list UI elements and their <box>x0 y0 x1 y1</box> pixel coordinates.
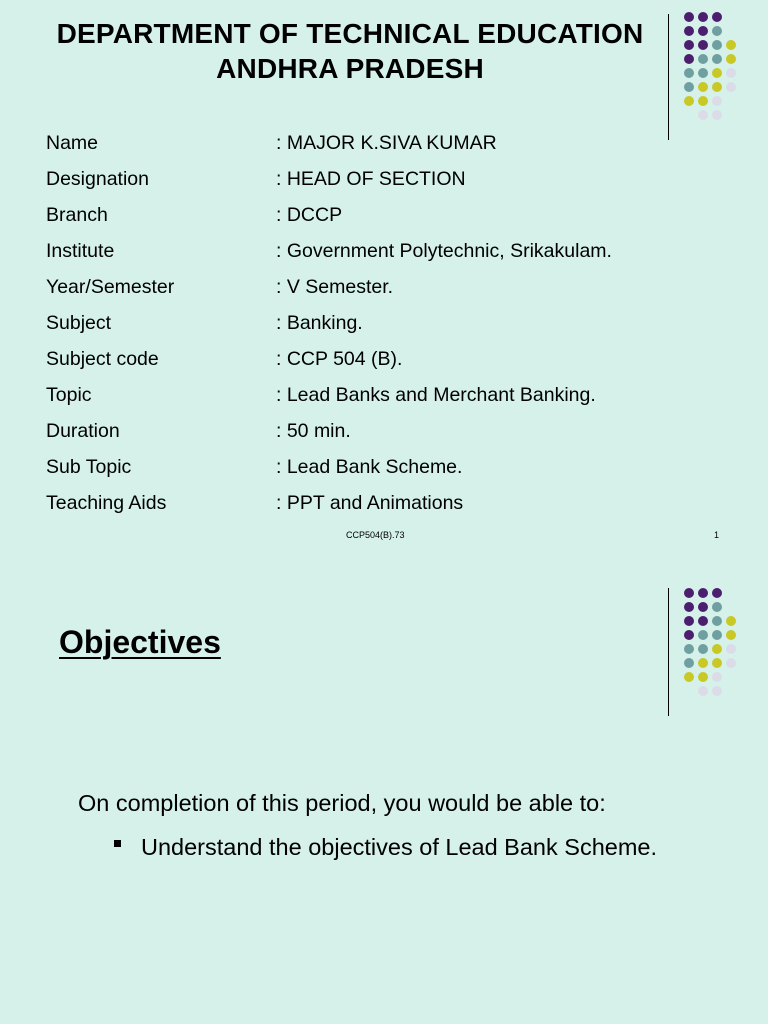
slide-title <box>20 16 680 86</box>
dot <box>712 12 722 22</box>
dot <box>712 26 722 36</box>
info-value: : HEAD OF SECTION <box>276 168 466 190</box>
dot <box>684 40 694 50</box>
dot <box>684 588 694 598</box>
dot <box>712 110 722 120</box>
divider-line <box>668 14 669 140</box>
dot <box>726 658 736 668</box>
dot <box>684 658 694 668</box>
dot <box>684 672 694 682</box>
dot <box>712 588 722 598</box>
title-line-1: DEPARTMENT OF TECHNICAL EDUCATION <box>56 18 644 49</box>
dot <box>726 40 736 50</box>
dot <box>698 26 708 36</box>
slide-2 <box>0 570 768 1024</box>
dot <box>712 616 722 626</box>
info-label: Topic <box>46 384 92 406</box>
info-value: : Banking. <box>276 312 363 334</box>
info-label: Teaching Aids <box>46 492 167 514</box>
dot <box>698 12 708 22</box>
info-value: : Lead Bank Scheme. <box>276 456 463 478</box>
intro-text: On completion of this period, you would be able to: <box>78 790 606 816</box>
dot <box>712 68 722 78</box>
dot <box>712 54 722 64</box>
info-label: Duration <box>46 420 120 442</box>
dot <box>684 602 694 612</box>
dot <box>698 686 708 696</box>
dot <box>698 54 708 64</box>
dot <box>726 68 736 78</box>
dot <box>726 644 736 654</box>
dot <box>684 12 694 22</box>
dot <box>712 644 722 654</box>
dot <box>712 658 722 668</box>
dot <box>726 616 736 626</box>
info-label: Name <box>46 132 99 154</box>
objectives-heading: Objectives <box>59 624 221 660</box>
dot <box>698 110 708 120</box>
dot <box>698 630 708 640</box>
dot <box>684 96 694 106</box>
divider-line <box>668 588 669 716</box>
page-number: 1 <box>714 530 720 540</box>
dot <box>698 40 708 50</box>
info-value: : Government Polytechnic, Srikakulam. <box>276 240 612 262</box>
info-label: Institute <box>46 240 115 262</box>
dot <box>712 686 722 696</box>
info-value: : PPT and Animations <box>276 492 464 514</box>
info-value: : Lead Banks and Merchant Banking. <box>276 384 596 406</box>
dot <box>684 26 694 36</box>
dot <box>712 40 722 50</box>
dot <box>712 96 722 106</box>
info-value: : CCP 504 (B). <box>276 348 403 370</box>
info-label: Sub Topic <box>46 456 132 478</box>
dot <box>712 630 722 640</box>
info-label: Branch <box>46 204 108 226</box>
dot <box>698 672 708 682</box>
dot <box>712 602 722 612</box>
square-bullet-icon <box>114 840 121 847</box>
bullet-item: Understand the objectives of Lead Bank Scheme. <box>141 834 658 860</box>
dot <box>684 630 694 640</box>
dot <box>712 82 722 92</box>
dot <box>684 644 694 654</box>
dot <box>726 82 736 92</box>
info-label: Subject code <box>46 348 159 370</box>
dot <box>698 658 708 668</box>
dot <box>684 82 694 92</box>
info-label: Designation <box>46 168 149 190</box>
dot <box>698 82 708 92</box>
dot <box>684 616 694 626</box>
info-value: : V Semester. <box>276 276 394 298</box>
dot <box>712 672 722 682</box>
footer-code: CCP504(B).73 <box>346 530 405 540</box>
info-label: Year/Semester <box>46 276 175 298</box>
dot <box>698 602 708 612</box>
dot <box>698 616 708 626</box>
dot <box>684 68 694 78</box>
info-label: Subject <box>46 312 112 334</box>
dot <box>684 54 694 64</box>
title-line-2: ANDHRA PRADESH <box>216 53 484 84</box>
info-value: : MAJOR K.SIVA KUMAR <box>276 132 497 154</box>
info-value: : 50 min. <box>276 420 351 442</box>
dot <box>726 54 736 64</box>
dot <box>698 68 708 78</box>
dot <box>698 96 708 106</box>
dot <box>726 630 736 640</box>
dot <box>698 644 708 654</box>
info-value: : DCCP <box>276 204 343 226</box>
dot <box>698 588 708 598</box>
